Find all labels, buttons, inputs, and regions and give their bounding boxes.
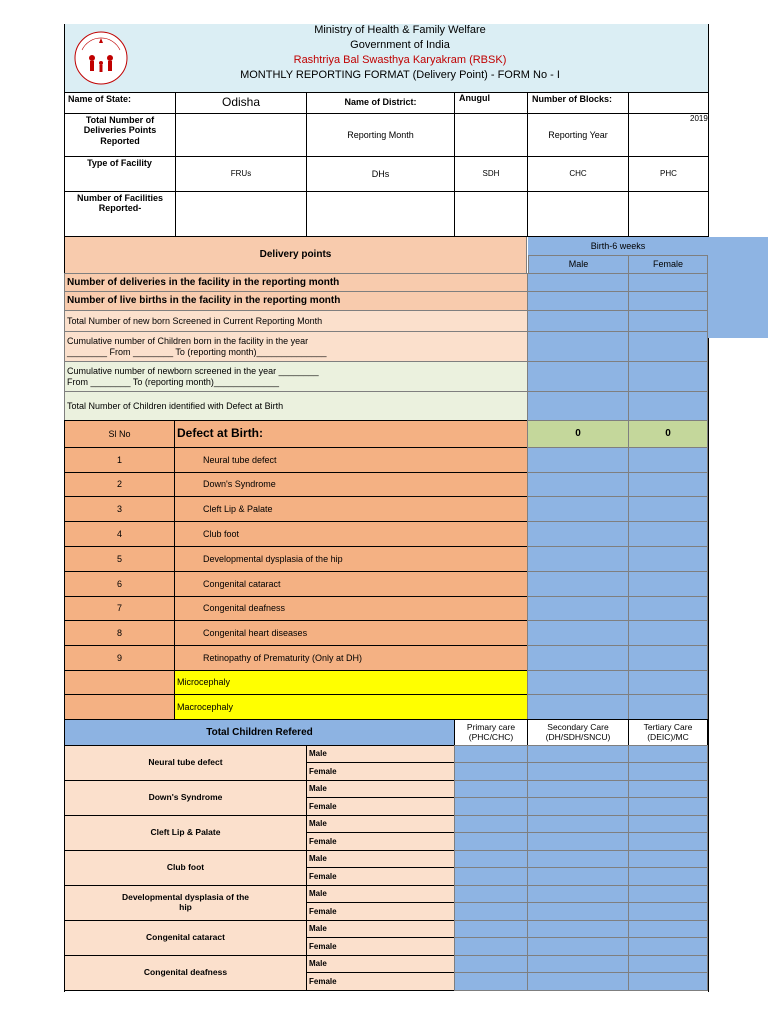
referred-tertiary-input[interactable]	[628, 867, 708, 886]
defect-name: Congenital cataract	[174, 571, 528, 597]
male-header: Male	[528, 255, 629, 274]
referred-primary-input[interactable]	[454, 902, 528, 921]
referred-primary-input[interactable]	[454, 937, 528, 956]
referred-tertiary-input[interactable]	[628, 780, 708, 798]
referred-primary-input[interactable]	[454, 780, 528, 798]
blocks-label: Number of Blocks:	[532, 93, 613, 104]
defect-name: Neural tube defect	[174, 447, 528, 473]
referred-primary-input[interactable]	[454, 762, 528, 781]
referred-secondary-input[interactable]	[527, 832, 629, 851]
form-title: MONTHLY REPORTING FORMAT (Delivery Point) - FORM No - I	[240, 69, 560, 82]
referred-primary-input[interactable]	[454, 815, 528, 833]
microcephaly-male[interactable]	[527, 670, 629, 695]
delivery-cumulative-screened-male[interactable]	[527, 361, 629, 392]
defect-female-input[interactable]	[628, 645, 708, 671]
referred-primary-input[interactable]	[454, 885, 528, 903]
referred-secondary-input[interactable]	[527, 955, 629, 973]
delivery-row-cumulative-born: Cumulative number of Children born in the facility in the year ________ From ________ To (reporting month)______________	[64, 331, 528, 362]
defect-name: Congenital deafness	[174, 596, 528, 621]
delivery-row-defect-identified: Total Number of Children identified with Defect at Birth	[64, 391, 528, 421]
defect-male-input[interactable]	[527, 472, 629, 497]
delivery-points-title: Delivery points	[65, 237, 527, 273]
blocks-value[interactable]	[629, 93, 708, 113]
facilities-dhs-value[interactable]	[307, 192, 454, 236]
referred-male-label: Male	[306, 815, 455, 833]
macrocephaly-female[interactable]	[628, 694, 708, 720]
defect-female-input[interactable]	[628, 447, 708, 473]
defect-sl-no: 1	[64, 447, 175, 473]
referred-male-label: Male	[306, 850, 455, 868]
referred-male-label: Male	[306, 885, 455, 903]
referred-female-label: Female	[306, 832, 455, 851]
district-label: Name of District:	[344, 97, 417, 108]
referred-tertiary-input[interactable]	[628, 745, 708, 763]
microcephaly-sl	[64, 670, 175, 695]
delivery-screened-female[interactable]	[628, 310, 708, 332]
delivery-row-cumulative-screened: Cumulative number of newborn screened in the year ________ From ________ To (reporting month)_____________	[64, 361, 528, 392]
defect-sl-no: 7	[64, 596, 175, 621]
referred-primary-input[interactable]	[454, 920, 528, 938]
defect-name: Cleft Lip & Palate	[174, 496, 528, 522]
nhm-logo	[70, 28, 132, 88]
secondary-care-header: Secondary Care (DH/SDH/SNCU)	[527, 719, 629, 746]
referred-female-label: Female	[306, 937, 455, 956]
defect-male-input[interactable]	[527, 596, 629, 621]
delivery-row-screened: Total Number of new born Screened in Current Reporting Month	[64, 310, 528, 332]
referred-defect-name: Congenital cataract	[64, 920, 307, 956]
reporting-year-label: Reporting Year	[548, 129, 608, 140]
referred-secondary-input[interactable]	[527, 972, 629, 991]
macrocephaly-sl	[64, 694, 175, 720]
referred-defect-name: Developmental dysplasia of the hip	[64, 885, 307, 921]
referred-male-label: Male	[306, 920, 455, 938]
referred-primary-input[interactable]	[454, 745, 528, 763]
facilities-reported-label: Number of Facilities Reported-	[76, 192, 164, 213]
referred-female-label: Female	[306, 902, 455, 921]
referred-secondary-input[interactable]	[527, 797, 629, 816]
referred-tertiary-input[interactable]	[628, 815, 708, 833]
birth-6-weeks-label: Birth-6 weeks	[528, 237, 708, 255]
defect-female-input[interactable]	[628, 620, 708, 646]
defect-total-male: 0	[527, 420, 629, 448]
facility-chc: CHC	[569, 169, 587, 179]
total-delivery-value[interactable]	[176, 114, 306, 156]
tertiary-care-header: Tertiary Care (DEIC)/MC	[628, 719, 708, 746]
state-label: Name of State:	[68, 93, 132, 104]
ministry-title: Ministry of Health & Family Welfare	[314, 23, 486, 36]
defect-sl-no: 8	[64, 620, 175, 646]
defect-name: Developmental dysplasia of the hip	[174, 546, 528, 572]
facility-sdh: SDH	[482, 169, 500, 179]
defect-name: Congenital heart diseases	[174, 620, 528, 646]
defect-sl-no: 6	[64, 571, 175, 597]
delivery-cumulative-screened-female[interactable]	[628, 361, 708, 392]
defect-name: Down's Syndrome	[174, 472, 528, 497]
defect-female-input[interactable]	[628, 546, 708, 572]
referred-male-label: Male	[306, 745, 455, 763]
referred-primary-input[interactable]	[454, 867, 528, 886]
defect-male-input[interactable]	[527, 521, 629, 547]
defect-female-input[interactable]	[628, 472, 708, 497]
defect-male-input[interactable]	[527, 447, 629, 473]
microcephaly-label: Microcephaly	[174, 670, 528, 695]
referred-tertiary-input[interactable]	[628, 972, 708, 991]
referred-defect-name: Cleft Lip & Palate	[64, 815, 307, 851]
defect-at-birth-title: Defect at Birth:	[174, 420, 528, 448]
defect-total-female: 0	[628, 420, 708, 448]
defect-male-input[interactable]	[527, 546, 629, 572]
facility-phc: PHC	[660, 169, 677, 179]
government-title: Government of India	[350, 39, 450, 52]
referred-male-label: Male	[306, 780, 455, 798]
defect-sl-no: 9	[64, 645, 175, 671]
female-header: Female	[628, 255, 708, 274]
facility-frus: FRUs	[230, 169, 252, 179]
delivery-row-live-births: Number of live births in the facility in the reporting month	[64, 291, 528, 311]
defect-sl-no: 5	[64, 546, 175, 572]
referred-secondary-input[interactable]	[527, 762, 629, 781]
referred-secondary-input[interactable]	[527, 815, 629, 833]
reporting-year-value[interactable]: 2019	[690, 114, 708, 124]
referred-secondary-input[interactable]	[527, 780, 629, 798]
referred-secondary-input[interactable]	[527, 920, 629, 938]
referred-primary-input[interactable]	[454, 955, 528, 973]
total-delivery-label: Total Number of Deliveries Points Reported	[83, 114, 157, 146]
facilities-chc-value[interactable]	[528, 192, 628, 236]
referred-secondary-input[interactable]	[527, 937, 629, 956]
referred-tertiary-input[interactable]	[628, 850, 708, 868]
referred-secondary-input[interactable]	[527, 902, 629, 921]
facility-type-label: Type of Facility	[87, 158, 152, 169]
delivery-cumulative-born-female[interactable]	[628, 331, 708, 362]
referred-female-label: Female	[306, 972, 455, 991]
referred-secondary-input[interactable]	[527, 745, 629, 763]
referred-defect-name: Congenital deafness	[64, 955, 307, 991]
microcephaly-female[interactable]	[628, 670, 708, 695]
delivery-defect-female[interactable]	[628, 391, 708, 421]
facilities-sdh-value[interactable]	[455, 192, 527, 236]
defect-sl-no: 2	[64, 472, 175, 497]
reporting-month-label: Reporting Month	[347, 129, 414, 140]
referred-secondary-input[interactable]	[527, 885, 629, 903]
referred-primary-input[interactable]	[454, 972, 528, 991]
defect-sl-no: 4	[64, 521, 175, 547]
defect-male-input[interactable]	[527, 496, 629, 522]
referred-female-label: Female	[306, 797, 455, 816]
facilities-frus-value[interactable]	[176, 192, 306, 236]
referred-female-label: Female	[306, 867, 455, 886]
referred-tertiary-input[interactable]	[628, 797, 708, 816]
delivery-deliveries-female[interactable]	[628, 273, 708, 292]
delivery-screened-male[interactable]	[527, 310, 629, 332]
defect-female-input[interactable]	[628, 521, 708, 547]
delivery-live-births-male[interactable]	[527, 291, 629, 311]
defect-male-input[interactable]	[527, 620, 629, 646]
referred-female-label: Female	[306, 762, 455, 781]
referred-tertiary-input[interactable]	[628, 762, 708, 781]
referred-tertiary-input[interactable]	[628, 902, 708, 921]
macrocephaly-male[interactable]	[527, 694, 629, 720]
referred-tertiary-input[interactable]	[628, 885, 708, 903]
defect-female-input[interactable]	[628, 571, 708, 597]
delivery-defect-male[interactable]	[527, 391, 629, 421]
defect-female-input[interactable]	[628, 596, 708, 621]
referred-tertiary-input[interactable]	[628, 832, 708, 851]
defect-male-input[interactable]	[527, 571, 629, 597]
district-value[interactable]: Anugul	[459, 93, 490, 104]
defect-female-input[interactable]	[628, 496, 708, 522]
facilities-phc-value[interactable]	[629, 192, 708, 236]
state-value[interactable]: Odisha	[221, 94, 261, 109]
referred-defect-name: Neural tube defect	[64, 745, 307, 781]
referred-secondary-input[interactable]	[527, 850, 629, 868]
rbsk-title: Rashtriya Bal Swasthya Karyakram (RBSK)	[293, 54, 507, 67]
sl-no-header: Sl No	[64, 420, 175, 448]
defect-male-input[interactable]	[527, 645, 629, 671]
referred-tertiary-input[interactable]	[628, 955, 708, 973]
referred-tertiary-input[interactable]	[628, 920, 708, 938]
defect-name: Retinopathy of Prematurity (Only at DH)	[174, 645, 528, 671]
referred-tertiary-input[interactable]	[628, 937, 708, 956]
reporting-month-value[interactable]	[455, 114, 527, 156]
side-blue-panel	[708, 237, 768, 338]
referred-primary-input[interactable]	[454, 797, 528, 816]
referred-defect-name: Down's Syndrome	[64, 780, 307, 816]
referred-primary-input[interactable]	[454, 850, 528, 868]
delivery-live-births-female[interactable]	[628, 291, 708, 311]
total-children-referred-title: Total Children Refered	[64, 719, 455, 746]
referred-male-label: Male	[306, 955, 455, 973]
delivery-row-deliveries: Number of deliveries in the facility in the reporting month	[64, 273, 528, 292]
delivery-deliveries-male[interactable]	[527, 273, 629, 292]
referred-secondary-input[interactable]	[527, 867, 629, 886]
referred-defect-name: Club foot	[64, 850, 307, 886]
defect-sl-no: 3	[64, 496, 175, 522]
macrocephaly-label: Macrocephaly	[174, 694, 528, 720]
defect-name: Club foot	[174, 521, 528, 547]
facility-dhs: DHs	[371, 168, 390, 179]
primary-care-header: Primary care (PHC/CHC)	[454, 719, 528, 746]
referred-primary-input[interactable]	[454, 832, 528, 851]
delivery-cumulative-born-male[interactable]	[527, 331, 629, 362]
